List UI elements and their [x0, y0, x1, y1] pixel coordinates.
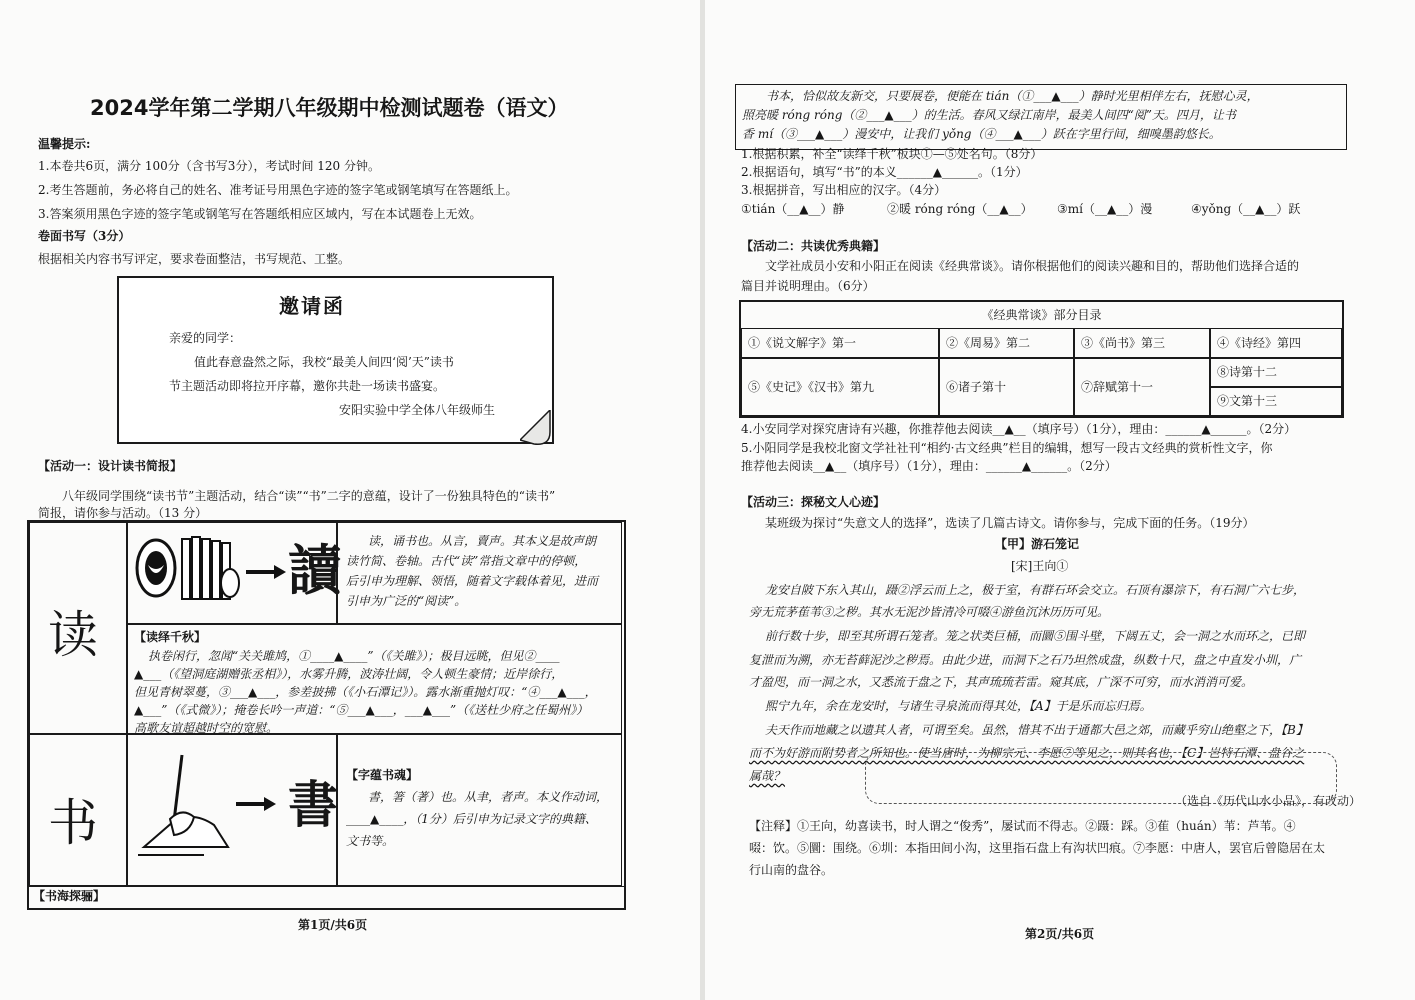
toc-cell-1 — [741, 328, 939, 358]
passage-line-4: 复泄而为溯，亦无苔藓泥沙之秽焉。由此少进，而洞下之石乃坦然成盘，纵数十尺，盘之中直发小圳，广 — [749, 653, 1302, 667]
du-char-cell — [29, 522, 127, 734]
toc-cell-3 — [1074, 328, 1210, 358]
tips-heading: 温馨提示: — [38, 137, 91, 151]
shu-seal-char: 書 — [288, 776, 338, 834]
notes-line-1: 【注释】①王向，幼喜读书，时人谓之“俊秀”，屡试而不得志。②蹑：踩。③萑（huán）苇：芦苇。④ — [749, 819, 1296, 833]
shu-big-char: 书 — [48, 794, 98, 852]
arrow-right-icon-2 — [236, 797, 276, 811]
activity1-line-1: 八年级同学围绕“读书节”主题活动，结合“读”“书”二字的意蕴，设计了一份独具特色的“读书” — [62, 489, 556, 503]
du-poem-line-4: ▲___”（《式微》）；掩卷长吟一声道：“⑤___▲___，___▲___”（《送杜少府之任蜀州》） — [134, 703, 589, 717]
invitation-line-2: 节主题活动即将拉开序幕，邀你共赴一场读书盛宴。 — [169, 379, 446, 393]
shu-explain-1: 書，箸（著）也。从聿，者声。本义作动词， — [368, 790, 609, 804]
du-seal-char: 讀 — [288, 539, 342, 602]
du-sub-heading: 【读绎千秋】 — [134, 630, 207, 644]
invitation-card — [117, 276, 554, 444]
book-explore-row — [29, 886, 624, 907]
q3-item-2: ②暖 róng róng（__▲__） — [887, 202, 1033, 216]
passage-line-9: 属哉？ — [749, 769, 786, 783]
shu-sub-heading: 【字蕴书魂】 — [346, 768, 419, 782]
toc-table — [739, 300, 1344, 418]
invitation-signature: 安阳实验中学全体八年级师生 — [339, 403, 496, 417]
page-footer: 第2页/共6页 — [1025, 927, 1095, 941]
intro-line-1: 书本，恰似故友新交，只要展卷，便能在 tián（①___▲___）静时光里相伴左右，抚慰心灵， — [766, 89, 1259, 103]
passage-line-2: 旁无荒茅萑苇③之秽。其水无泥沙皆清冷可啜④游鱼沉沐历历可见。 — [749, 605, 1110, 619]
tip-3: 3.答案须用黑色字迹的签字笔或钢笔写在答题纸相应区域内，写在本试题卷上无效。 — [38, 207, 482, 221]
du-big-char: 读 — [48, 606, 98, 664]
page-curl-icon — [520, 410, 556, 446]
arrow-right-icon — [246, 565, 286, 579]
q3-item-1: ①tián（__▲__）静 — [741, 202, 845, 216]
question-2: 2.根据语句，填写“书”的本义______▲______。（1分） — [741, 165, 1028, 179]
toc-cell-4 — [1210, 328, 1342, 358]
reading-brief-table — [27, 520, 626, 910]
handwriting-text: 根据相关内容书写评定，要求卷面整洁，书写规范、工整。 — [38, 252, 351, 266]
toc-cell-9 — [1210, 387, 1342, 416]
passage-line-5: 才盈咫，而一洞之水，又悉流于盘之下，其声琉琉若雷。窥其底，广深不可穷，而水消消可爱。 — [749, 675, 1254, 689]
toc-item-7: ⑦辞赋第十一 — [1081, 380, 1154, 394]
shu-explain-2: ____▲____，（1分）后引申为记录文字的典籍、 — [346, 812, 597, 826]
intro-line-3: 香 mí（③___▲___）漫安中，让我们 yǒng（④___▲___）跃在字里行间，细嗅墨韵悠长。 — [742, 127, 1221, 141]
bamboo-scroll-icon — [178, 533, 242, 605]
q3-item-4: ④yǒng（__▲__）跃 — [1191, 202, 1301, 216]
shu-illustration-cell — [127, 734, 337, 886]
toc-item-4: ④《诗经》第四 — [1217, 336, 1302, 350]
tip-1: 1.本卷共6页，满分 100分（含书写3分），考试时间 120 分钟。 — [38, 159, 380, 173]
toc-item-5: ⑤《史记》《汉书》第九 — [748, 380, 875, 394]
question-5-line-2: 推荐他去阅读__▲__（填序号）（1分），理由：______▲______。（2分） — [741, 459, 1117, 473]
shu-char-cell — [29, 734, 127, 886]
question-1: 1.根据积累，补全“读绎千秋”板块①—⑤处名句。（8分） — [741, 147, 1043, 161]
toc-cell-2 — [939, 328, 1074, 358]
du-explain-4: 引申为广泛的“阅读”。 — [346, 594, 467, 608]
du-illustration-cell — [127, 522, 342, 624]
question-3: 3.根据拼音，写出相应的汉字。（4分） — [741, 183, 947, 197]
passage-author: [宋]王向① — [1011, 559, 1069, 573]
toc-cell-6 — [939, 358, 1074, 416]
du-poem-line-2: ▲___（《望洞庭湖赠张丞相》），水雾升腾，波涛壮阔，令人顿生豪情；近岸徐行， — [134, 667, 564, 681]
notes-line-2: 啜：饮。⑤圜：围绕。⑥圳：本指田间小沟，这里指石盘上有沟状凹痕。⑦李愿：中唐人，罢官后曾隐居在太 — [749, 841, 1326, 855]
handwriting-heading: 卷面书写（3分） — [38, 229, 131, 243]
passage-title: 【甲】游石笼记 — [995, 537, 1080, 551]
activity2-heading: 【活动二：共读优秀典籍】 — [741, 239, 886, 253]
intro-line-2: 照亮暖 róng róng（②___▲___）的生活。春风又绿江南岸，最美人间四“阅”天。四月，让书 — [742, 108, 1236, 122]
activity2-line-1: 文学社成员小安和小阳正在阅读《经典常谈》。请你根据他们的阅读兴趣和目的，帮助他们选择合适的 — [765, 259, 1300, 273]
page-title: 2024学年第二学期八年级期中检测试题卷（语文） — [90, 96, 569, 120]
du-explain-2: 读竹简、卷轴。古代“读”常指文章中的停顿， — [346, 554, 587, 568]
toc-item-2: ②《周易》第二 — [946, 336, 1031, 350]
invitation-greeting: 亲爱的同学： — [169, 331, 242, 345]
question-4: 4.小安同学对探究唐诗有兴趣，你推荐他去阅读__▲__（填序号）（1分），理由：______▲______。（2分） — [741, 422, 1297, 436]
activity3-heading: 【活动三：探秘文人心迹】 — [741, 495, 886, 509]
toc-item-8: ⑧诗第十二 — [1217, 365, 1278, 379]
toc-item-1: ①《说文解字》第一 — [748, 336, 857, 350]
page-footer: 第1页/共6页 — [298, 918, 368, 932]
tip-2: 2.考生答题前，务必将自己的姓名、准考证号用黑色字迹的签字笔或钢笔填写在答题纸上。 — [38, 183, 518, 197]
du-poems-cell — [127, 624, 622, 734]
passage-line-8: 而不为好游而附势者之所知也。使当唐时，为柳宗元、李愿⑦等见之，则其名也，【C】岂特石潭、盘谷之 — [749, 746, 1305, 760]
passage-line-6: 熙宁九年，余在龙安时，与诸生寻泉流而得其处，【A】于是乐而忘归焉。 — [765, 699, 1152, 713]
book-explore-label: 【书海探骊】 — [33, 889, 106, 903]
activity3-line: 某班级为探讨“失意文人的选择”，选读了几篇古诗文。请你参与，完成下面的任务。（19分） — [765, 516, 1255, 530]
hand-brush-icon — [134, 751, 230, 861]
toc-item-9: ⑨文第十三 — [1217, 394, 1278, 408]
passage-source: （选自《历代山水小品》，有改动） — [1175, 794, 1362, 808]
exam-page-1 — [0, 0, 700, 1000]
activity1-line-2: 简报，请你参与活动。（13 分） — [38, 506, 208, 520]
du-explain-cell — [337, 522, 622, 624]
activity2-line-2: 篇目并说明理由。（6分） — [741, 279, 875, 293]
du-explain-1: 读，诵书也。从言，賣声。其本义是故声朗 — [368, 534, 597, 548]
toc-cell-8 — [1210, 358, 1342, 387]
toc-title: 《经典常谈》部分目录 — [741, 302, 1342, 329]
du-poem-line-5: 高歌友谊超越时空的宽慰。 — [134, 721, 279, 735]
du-poem-line-3: 但见青树翠蔓，③___▲___，参差披拂（《小石潭记》）。露水渐重抛灯叹：“④___▲___， — [134, 685, 597, 699]
toc-cell-7 — [1074, 358, 1210, 416]
activity1-heading: 【活动一：设计读书简报】 — [38, 459, 183, 473]
shu-explain-3: 文书等。 — [346, 834, 395, 848]
question-5-line-1: 5.小阳同学是我校北窗文学社社刊“相约·古文经典”栏目的编辑，想写一段古文经典的赏析性文字，你 — [741, 441, 1273, 455]
intro-box — [735, 84, 1347, 150]
toc-cell-5 — [741, 358, 939, 416]
invitation-title: 邀请函 — [279, 294, 345, 318]
toc-item-3: ③《尚书》第三 — [1081, 336, 1166, 350]
shu-explain-cell — [337, 734, 622, 886]
notes-line-3: 行山南的盘谷。 — [749, 863, 834, 877]
du-explain-3: 后引申为理解、领悟，随着文字载体着见，进而 — [346, 574, 599, 588]
passage-line-3: 前行数十步，即至其所谓石笼者。笼之状类巨桶，而圜⑤围斗壁，下阔五丈，会一洞之水而环之，已即 — [765, 629, 1306, 643]
q3-item-3: ③mí（__▲__）漫 — [1057, 202, 1153, 216]
passage-line-7: 夫天作而地藏之以遗其人者，可谓至矣。虽然，惜其不出于通都大邑之郊，而藏乎穷山绝壑之下，【B】 — [765, 723, 1308, 737]
passage-line-1: 龙安自陂下东入其山，蹑②浮云而上之，极于室，有群石环会交立。石顶有瀑淙下，有石洞广六七步， — [765, 583, 1306, 597]
mouth-icon — [134, 537, 178, 599]
du-poem-line-1: 执卷闲行，忽闻“关关雎鸠，①____▲____”（《关雎》）；极目远眺，但见②____ — [148, 649, 560, 663]
toc-item-6: ⑥诸子第十 — [946, 380, 1007, 394]
exam-page-2 — [705, 0, 1415, 1000]
invitation-line-1: 值此春意盎然之际，我校“最美人间四‘阅’天”读书 — [194, 355, 454, 369]
